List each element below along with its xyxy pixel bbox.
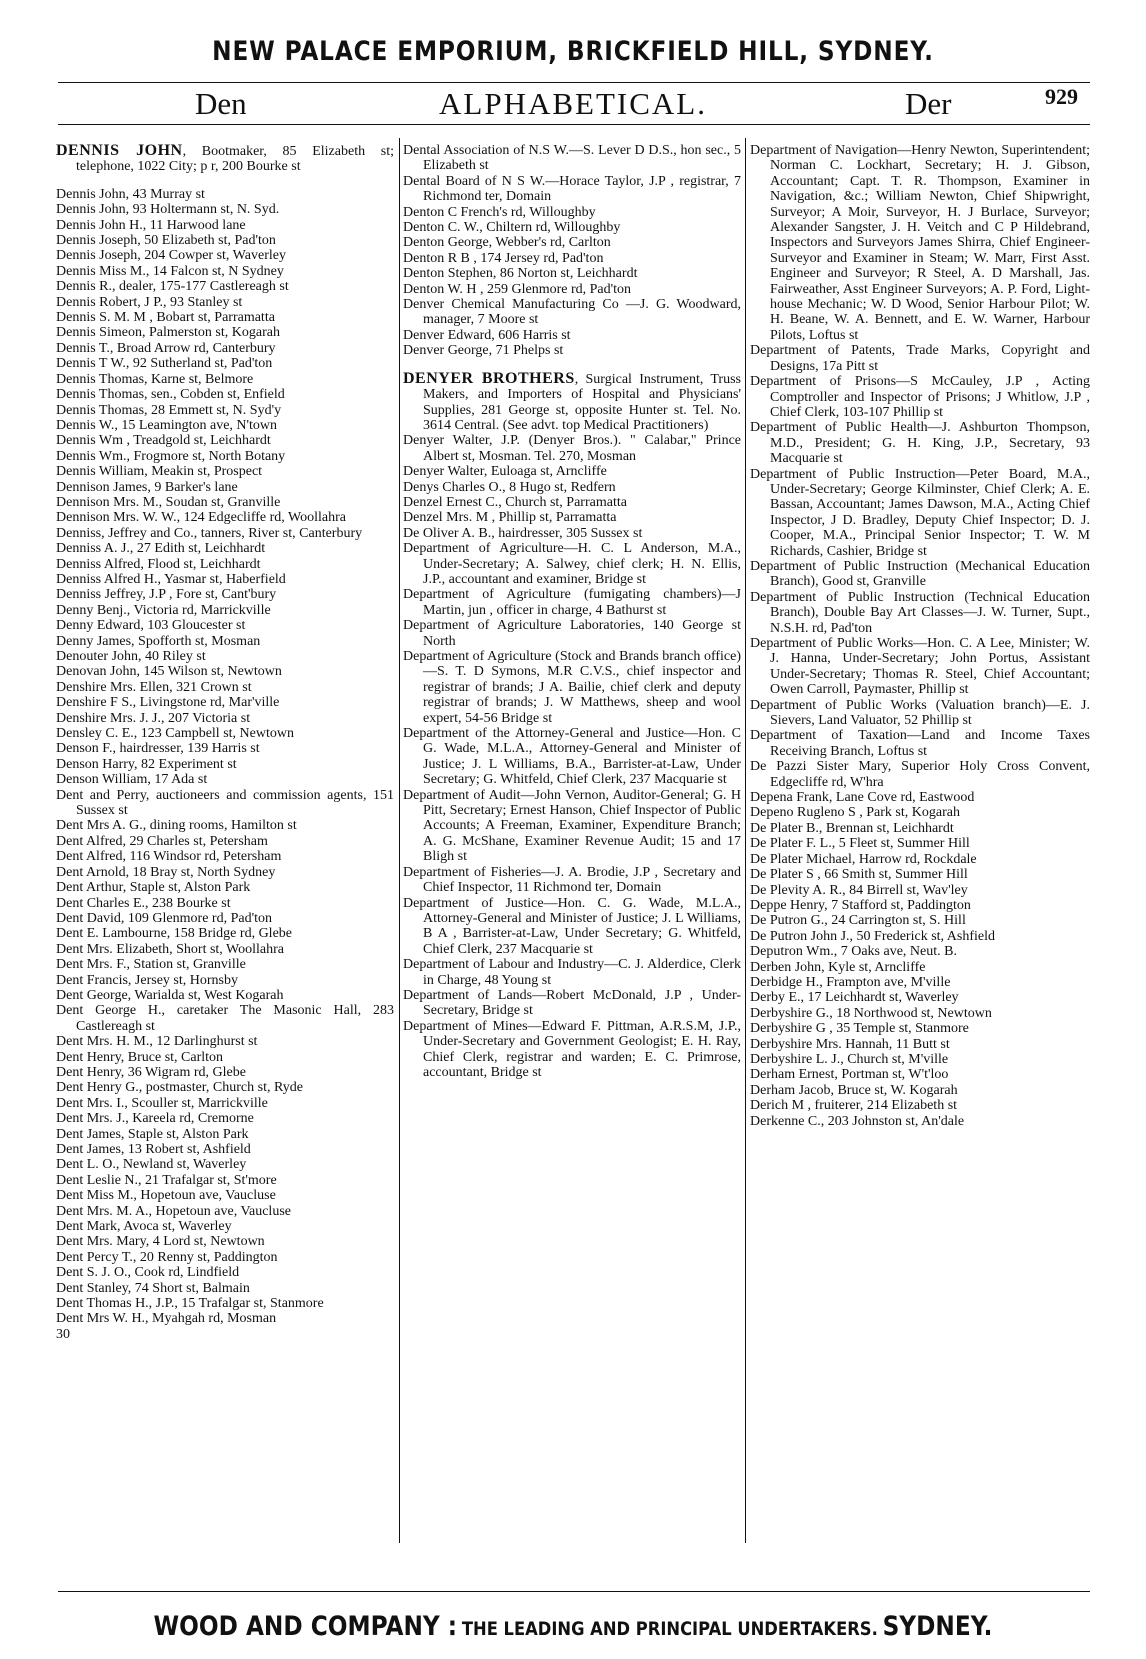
entry-text: Denson Harry, 82 Experiment st [56, 756, 237, 772]
directory-entry [750, 759, 1090, 790]
entry-text: Dent Mrs. Mary, 4 Lord st, Newtown [56, 1234, 265, 1250]
entry-text: Dent S. J. O., Cook rd, Lindfield [56, 1265, 240, 1281]
entry-text: Denniss Alfred, Flood st, Leichhardt [56, 556, 261, 572]
entry-text: Deppe Henry, 7 Stafford st, Paddington [750, 897, 971, 913]
entry-text: Dennison Mrs. W. W., 124 Edgecliffe rd, Woollahra [56, 510, 346, 526]
entry-text: Dennison Mrs. M., Soudan st, Granville [56, 494, 281, 510]
directory-entry [56, 464, 394, 479]
entry-text: Dennison James, 9 Barker's lane [56, 479, 238, 495]
entry-text: Denshire F S., Livingstone rd, Mar'ville [56, 695, 280, 711]
directory-entry [56, 1050, 394, 1065]
directory-entry [403, 251, 741, 266]
entry-text: Denson William, 17 Ada st [56, 772, 208, 788]
directory-entry [56, 403, 394, 418]
entry-text: Dent James, Staple st, Alston Park [56, 1126, 249, 1142]
directory-entry [403, 526, 741, 541]
entry-text: Dennis Robert, J P., 93 Stanley st [56, 294, 243, 310]
entry-text: Dent Henry, 36 Wigram rd, Glebe [56, 1064, 246, 1080]
entry-text: Derbyshire L. J., Church st, M'ville [750, 1051, 949, 1067]
directory-entry [750, 913, 1090, 928]
directory-entry [56, 1080, 394, 1095]
entry-text: Dent Mrs. J., Kareela rd, Cremorne [56, 1111, 254, 1127]
entry-text: Denson F., hairdresser, 139 Harris st [56, 741, 260, 757]
directory-entry [56, 449, 394, 464]
directory-entry [750, 728, 1090, 759]
directory-entry [403, 480, 741, 495]
entry-text: Dennis William, Meakin st, Prospect [56, 464, 263, 480]
directory-entry [56, 143, 394, 175]
entry-text: Department of the Attorney-General and Justice—Hon. C G. Wade, M.L.A., Attorney-General and Minister of Justice; J. L Williams, B.A., Barrister-at-Law, Under Secretary; G. Whitfeld, Chief Clerk, 237 Macquarie st [403, 726, 741, 788]
directory-entry [56, 788, 394, 819]
directory-entry [56, 202, 394, 217]
column-divider [745, 138, 746, 1543]
entry-text: Dental Association of N.S W.—S. Lever D D.S., hon sec., 5 Elizabeth st [403, 143, 741, 174]
directory-entry [750, 883, 1090, 898]
directory-entry [56, 911, 394, 926]
entry-text: Dent George, Warialda st, West Kogarah [56, 987, 284, 1003]
directory-entry [56, 834, 394, 849]
directory-entry [750, 944, 1090, 959]
entry-text: Derham Jacob, Bruce st, W. Kogarah [750, 1082, 958, 1098]
entry-text: , Bootmaker, 85 Elizabeth st; telephone, 1022 City; p r, 200 Bourke st [76, 144, 394, 175]
entry-text: Department of Public Works (Valuation branch)—E. J. Sievers, Land Valuator, 52 Phillip st [750, 697, 1090, 729]
directory-entry [750, 374, 1090, 420]
directory-entry [56, 896, 394, 911]
entry-text: Department of Patents, Trade Marks, Copyright and Designs, 17a Pitt st [750, 343, 1090, 374]
entry-text: Department of Public Instruction—Peter Board, M.A., Under-Secretary; George Kilminster, Chief Clerk; A. E. Bassan, Accountant; James Dawson, M.A., Acting Chief Inspector, J D. Bradley, Deputy Chief Inspector; D. J. Cooper, M.A., Principal Senior Inspector; T. W. M Richards, Cashier, Bridge st [750, 466, 1090, 559]
entry-text: Derich M , fruiterer, 214 Elizabeth st [750, 1098, 958, 1114]
entry-text: Denovan John, 145 Wilson st, Newtown [56, 664, 282, 680]
directory-entry [750, 929, 1090, 944]
directory-entry [56, 880, 394, 895]
directory-entry [56, 557, 394, 572]
directory-entry [750, 1067, 1090, 1082]
entry-text: Dent James, 13 Robert st, Ashfield [56, 1142, 251, 1157]
directory-entry [56, 1234, 394, 1249]
entry-text: Dent Mrs. H. M., 12 Darlinghurst st [56, 1034, 258, 1050]
entry-text: Denyer Walter, Euloaga st, Arncliffe [403, 464, 607, 480]
running-head-title: ALPHABETICAL. [439, 86, 707, 121]
entry-text: Derkenne C., 203 Johnston st, An'dale [750, 1113, 965, 1129]
directory-entry [56, 526, 394, 541]
directory-entry [750, 1114, 1090, 1129]
entry-text: Dennis Thomas, Karne st, Belmore [56, 371, 254, 387]
directory-entry [56, 356, 394, 371]
entry-text: Dennis Joseph, 50 Elizabeth st, Pad'ton [56, 233, 276, 249]
directory-entry [56, 865, 394, 880]
entry-text: Dent L. O., Newland st, Waverley [56, 1157, 247, 1173]
directory-entry [56, 310, 394, 325]
entry-text: Dent Mrs A. G., dining rooms, Hamilton st [56, 818, 297, 834]
directory-entry [403, 1019, 741, 1081]
entry-text: Department of Public Instruction (Mechanical Education Branch), Good st, Granville [750, 558, 1090, 590]
entry-text: Dent Charles E., 238 Bourke st [56, 895, 231, 911]
directory-entry [403, 343, 741, 358]
directory-entry [56, 772, 394, 787]
entry-text: Department of Lands—Robert McDonald, J.P , Under-Secretary, Bridge st [403, 987, 741, 1019]
directory-entry [750, 990, 1090, 1005]
entry-text: Denton Stephen, 86 Norton st, Leichhardt [403, 266, 638, 282]
entry-text: Dent Mark, Avoca st, Waverley [56, 1219, 232, 1235]
directory-entry [403, 328, 741, 343]
entry-text: De Plevity A. R., 84 Birrell st, Wav'ley [750, 882, 968, 898]
entry-text: Dent Leslie N., 21 Trafalgar st, St'more [56, 1172, 277, 1188]
directory-entry [750, 1098, 1090, 1113]
entry-text: Dennis John H., 11 Harwood lane [56, 217, 246, 233]
entry-text: Dent David, 109 Glenmore rd, Pad'ton [56, 910, 272, 926]
directory-entry [56, 1311, 394, 1326]
directory-entry [750, 636, 1090, 698]
entry-text: Derham Ernest, Portman st, W't'loo [750, 1067, 949, 1083]
entry-text: Department of Public Health—J. Ashburton Thompson, M.D., President; G. H. King, J.P., Secretary, 93 Macquarie st [750, 420, 1090, 467]
directory-entry [56, 587, 394, 602]
entry-text: Dennis John, 43 Murray st [56, 186, 205, 202]
footer-company: WOOD AND COMPANY : [153, 1611, 458, 1642]
entry-text: Dent Mrs. F., Station st, Granville [56, 957, 246, 973]
entry-text: Dennis Simeon, Palmerston st, Kogarah [56, 325, 280, 341]
entry-text: Denouter John, 40 Riley st [56, 649, 206, 664]
entry-text: Dennis Thomas, 28 Emmett st, N. Syd'y [56, 402, 282, 418]
entry-text: Department of Justice—Hon. C. G. Wade, M.L.A., Attorney-General and Minister of Justice; J. L Williams, B A , Barrister-at-Law, Under Secretary; G. Whitfeld, Chief Clerk, 237 Macquarie st [403, 895, 741, 957]
directory-entry [403, 896, 741, 958]
directory-entry [403, 510, 741, 525]
directory-entry [56, 680, 394, 695]
directory-entry [403, 788, 741, 865]
entry-text: Denny Edward, 103 Gloucester st [56, 618, 246, 634]
directory-entry [403, 266, 741, 281]
rule-footer [58, 1591, 1090, 1592]
directory-entry [56, 218, 394, 233]
entry-text: Dent Thomas H., J.P., 15 Trafalgar st, Stanmore [56, 1296, 324, 1312]
entry-text: Denniss Alfred H., Yasmar st, Haberfield [56, 571, 286, 587]
entry-text: Derbyshire Mrs. Hannah, 11 Butt st [750, 1036, 950, 1052]
entry-text: Department of Public Instruction (Technical Education Branch), Double Bay Art Classes—J. W. Turner, Supt., N.S.H. rd, Pad'ton [750, 589, 1090, 636]
entry-text: Dent Arthur, Staple st, Alston Park [56, 880, 251, 896]
directory-entry [750, 852, 1090, 867]
directory-entry [750, 1006, 1090, 1021]
directory-entry [403, 282, 741, 297]
entry-text: Denver George, 71 Phelps st [403, 343, 564, 359]
directory-column-1 [56, 143, 394, 1342]
directory-entry [403, 174, 741, 205]
directory-entry [56, 1003, 394, 1034]
entry-text: Department of Fisheries—J. A. Brodie, J.P , Secretary and Chief Inspector, 11 Richmond ter, Domain [403, 864, 741, 896]
directory-entry [750, 867, 1090, 882]
entry-text: Denniss, Jeffrey and Co., tanners, River st, Canterbury [56, 525, 363, 541]
entry-text: Dent Percy T., 20 Renny st, Paddington [56, 1249, 278, 1265]
directory-entry [403, 649, 741, 726]
directory-entry [56, 341, 394, 356]
directory-entry [56, 1157, 394, 1172]
directory-entry [56, 942, 394, 957]
directory-entry [750, 836, 1090, 851]
entry-text: Dental Board of N S W.—Horace Taylor, J.P , registrar, 7 Richmond ter, Domain [403, 173, 741, 205]
directory-entry [750, 1021, 1090, 1036]
directory-entry [750, 343, 1090, 374]
entry-text: Denzel Ernest C., Church st, Parramatta [403, 494, 627, 510]
directory-entry [56, 988, 394, 1003]
directory-entry [56, 926, 394, 941]
entry-text: Dennis T., Broad Arrow rd, Canterbury [56, 340, 276, 356]
advert-banner-top: NEW PALACE EMPORIUM, BRICKFIELD HILL, SYDNEY. [212, 36, 934, 67]
directory-entry [56, 387, 394, 402]
column-divider [399, 138, 400, 1543]
entry-text: Derbidge H., Frampton ave, M'ville [750, 974, 951, 990]
entry-text: De Plater Michael, Harrow rd, Rockdale [750, 851, 977, 867]
entry-text: De Plater B., Brennan st, Leichhardt [750, 820, 954, 836]
directory-column-2 [403, 143, 741, 1080]
directory-entry [750, 698, 1090, 729]
entry-text: Denys Charles O., 8 Hugo st, Redfern [403, 479, 616, 495]
directory-entry [403, 220, 741, 235]
directory-entry [750, 790, 1090, 805]
directory-entry [56, 1127, 394, 1142]
entry-text: De Oliver A. B., hairdresser, 305 Sussex st [403, 525, 643, 541]
directory-entry [56, 711, 394, 726]
directory-entry [56, 433, 394, 448]
directory-entry [56, 1327, 394, 1342]
directory-entry [56, 818, 394, 833]
entry-lead-name: DENNIS JOHN [56, 142, 183, 159]
directory-entry [56, 572, 394, 587]
running-head-left: Den [195, 86, 247, 121]
directory-entry [403, 495, 741, 510]
directory-entry [750, 590, 1090, 636]
entry-text: Denshire Mrs. Ellen, 321 Crown st [56, 679, 252, 695]
directory-entry [56, 1219, 394, 1234]
entry-text: Denny James, Spofforth st, Mosman [56, 633, 261, 649]
entry-text: Department of Navigation—Henry Newton, Superintendent; Norman C. Lockhart, Secretary; H. J. Gibson, Accountant; Capt. T. R. Thompson, Examiner in Navigation, &c.; William Newton, Chief Shipwright, Surveyor; A Moir, Surveyor, H. J Burlace, Surveyor; Alexander Sangster, J. H. Veitch and C P Hildebrand, Inspectors and Surveyors James Shirra, Chief Engineer-Surveyor and Examiner in Steam; W. Marr, First Asst. Engineer and Surveyor; R Steel, A. D Marshall, Jas. Fairweather, Asst Engineer Surveyors; A. P. Ford, Light-house Mechanic; W. D Wood, Senior Harbour Pilot; W. H. Beane, W. A. Bennett, and E. W. Warner, Harbour Pilots, Loftus st [750, 143, 1090, 343]
entry-text: Denshire Mrs. J. J., 207 Victoria st [56, 710, 251, 726]
directory-entry [56, 480, 394, 495]
advert-banner-bottom [80, 1611, 1066, 1642]
footer-tagline: THE LEADING AND PRINCIPAL UNDERTAKERS. [461, 1618, 878, 1640]
entry-text: Denyer Walter, J.P. (Denyer Bros.). " Calabar," Prince Albert st, Mosman. Tel. 270, Mosman [403, 433, 741, 464]
entry-text: Department of Mines—Edward F. Pittman, A.R.S.M, J.P., Under-Secretary and Government Geologist; E. H. Ray, Chief Clerk, registrar and warden; E. C. Primrose, accountant, Bridge st [403, 1018, 741, 1080]
directory-entry [403, 464, 741, 479]
directory-entry [403, 433, 741, 464]
directory-entry [56, 1096, 394, 1111]
entry-text: Denton C French's rd, Willoughby [403, 204, 596, 220]
directory-entry [56, 325, 394, 340]
directory-entry [56, 418, 394, 433]
directory-entry [403, 865, 741, 896]
entry-text: Dent Henry G., postmaster, Church st, Ryde [56, 1080, 303, 1096]
entry-text: Dent George H., caretaker The Masonic Hall, 283 Castlereagh st [56, 1003, 394, 1034]
entry-text: Derby E., 17 Leichhardt st, Waverley [750, 990, 959, 1006]
entry-text: Denny Benj., Victoria rd, Marrickville [56, 602, 271, 618]
directory-entry [56, 1265, 394, 1280]
directory-entry [56, 187, 394, 202]
directory-entry [750, 821, 1090, 836]
running-head-right: Der [905, 86, 952, 121]
directory-entry [56, 973, 394, 988]
entry-text: Dent Francis, Jersey st, Hornsby [56, 972, 238, 988]
entry-text: Dennis Wm., Frogmore st, North Botany [56, 448, 286, 464]
directory-entry [56, 248, 394, 263]
directory-entry [56, 741, 394, 756]
directory-entry [750, 805, 1090, 820]
directory-entry [56, 1188, 394, 1203]
entry-text: Derbyshire G , 35 Temple st, Stanmore [750, 1021, 969, 1037]
entry-text: Department of Taxation—Land and Income Taxes Receiving Branch, Loftus st [750, 728, 1090, 759]
directory-entry [56, 1296, 394, 1311]
entry-text: Dennis John, 93 Holtermann st, N. Syd. [56, 202, 280, 218]
entry-text: 30 [56, 1326, 70, 1342]
directory-entry [56, 957, 394, 972]
entry-text: Dennis Wm , Treadgold st, Leichhardt [56, 433, 271, 449]
directory-entry [56, 1111, 394, 1126]
directory-entry [56, 1173, 394, 1188]
entry-text: Department of Agriculture—H. C. L Anderson, M.A., Under-Secretary; A. Salwey, chief clerk; H. N. Ellis, J.P., accountant and examiner, Bridge st [403, 541, 741, 587]
directory-entry [56, 1250, 394, 1265]
directory-entry [56, 279, 394, 294]
entry-text: Dent E. Lambourne, 158 Bridge rd, Glebe [56, 926, 292, 942]
directory-entry [56, 372, 394, 387]
directory-entry [403, 957, 741, 988]
directory-entry [750, 975, 1090, 990]
entry-text: De Putron John J., 50 Frederick st, Ashfield [750, 928, 995, 944]
directory-entry [403, 988, 741, 1019]
entry-text: Dent and Perry, auctioneers and commission agents, 151 Sussex st [56, 787, 394, 819]
directory-entry [750, 1052, 1090, 1067]
entry-text: Denniss A. J., 27 Edith st, Leichhardt [56, 541, 266, 557]
directory-entry [403, 587, 741, 618]
entry-text: Dent Alfred, 29 Charles st, Petersham [56, 833, 268, 849]
directory-entry [750, 467, 1090, 559]
directory-entry [750, 143, 1090, 343]
directory-entry [403, 726, 741, 788]
directory-column-3 [750, 143, 1090, 1129]
entry-text: Denver Edward, 606 Harris st [403, 327, 571, 343]
entry-text: Department of Public Works—Hon. C. A Lee, Minister; W. J. Hanna, Under-Secretary; John Portus, Assistant Under-Secretary; Thomas R. Steel, Chief Accountant; Owen Carroll, Paymaster, Phillip st [750, 636, 1090, 698]
entry-text: Dennis Miss M., 14 Falcon st, N Sydney [56, 263, 284, 279]
entry-text: Dent Mrs. M. A., Hopetoun ave, Vaucluse [56, 1203, 291, 1219]
directory-entry [56, 634, 394, 649]
directory-entry [56, 264, 394, 279]
entry-text: Dennis Joseph, 204 Cowper st, Waverley [56, 248, 286, 264]
directory-entry [56, 1065, 394, 1080]
entry-text: Denniss Jeffrey, J.P , Fore st, Cant'bury [56, 587, 277, 603]
directory-entry [56, 295, 394, 310]
footer-city: SYDNEY. [882, 1611, 993, 1642]
directory-entry [56, 664, 394, 679]
directory-entry [56, 233, 394, 248]
entry-text: Denver Chemical Manufacturing Co —J. G. Woodward, manager, 7 Moore st [403, 297, 741, 328]
directory-entry [56, 649, 394, 664]
entry-text: Denton R B , 174 Jersey rd, Pad'ton [403, 250, 604, 266]
entry-text: Derben John, Kyle st, Arncliffe [750, 959, 926, 975]
directory-entry [56, 603, 394, 618]
directory-entry [403, 143, 741, 174]
entry-text: Department of Agriculture (fumigating chambers)—J Martin, jun , officer in charge, 4 Bathurst st [403, 587, 741, 618]
entry-text: Department of Agriculture Laboratories, 140 George st North [403, 618, 741, 649]
directory-entry [750, 1037, 1090, 1052]
entry-text: Department of Prisons—S McCauley, J.P , Acting Comptroller and Inspector of Prisons; J Whitlow, J.P , Chief Clerk, 103-107 Phillip st [750, 374, 1090, 420]
entry-text: Dennis W., 15 Leamington ave, N'town [56, 417, 278, 433]
directory-entry [403, 205, 741, 220]
directory-entry [56, 849, 394, 864]
directory-entry [56, 1142, 394, 1157]
entry-text: Dent Arnold, 18 Bray st, North Sydney [56, 864, 276, 880]
entry-text: De Putron G., 24 Carrington st, S. Hill [750, 913, 966, 929]
entry-text: Dennis Thomas, sen., Cobden st, Enfield [56, 387, 285, 403]
rule-top [58, 82, 1090, 83]
directory-entry [750, 898, 1090, 913]
entry-text: Dent Miss M., Hopetoun ave, Vaucluse [56, 1188, 276, 1204]
entry-text: Depena Frank, Lane Cove rd, Eastwood [750, 790, 975, 806]
entry-text: De Plater S , 66 Smith st, Summer Hill [750, 867, 968, 883]
entry-text: Denton W. H , 259 Glenmore rd, Pad'ton [403, 281, 632, 297]
directory-entry [750, 420, 1090, 466]
directory-entry [750, 1083, 1090, 1098]
entry-text: Dent Stanley, 74 Short st, Balmain [56, 1280, 250, 1296]
entry-text: Deputron Wm., 7 Oaks ave, Neut. B. [750, 944, 957, 960]
rule-under-header [58, 124, 1090, 125]
entry-text: Dent Henry, Bruce st, Carlton [56, 1049, 224, 1065]
directory-entry [750, 960, 1090, 975]
entry-text: Dennis R., dealer, 175-177 Castlereagh st [56, 279, 289, 295]
directory-entry [56, 1034, 394, 1049]
entry-text: Department of Audit—John Vernon, Auditor-General; G. H Pitt, Secretary; Ernest Hanson, Chief Inspector of Public Accounts; A Freeman, Examiner, Expenditure Branch; A. G. McShane, Examiner Revenue Audit; 15 and 17 Bligh st [403, 787, 741, 865]
directory-entry [56, 495, 394, 510]
directory-entry [56, 726, 394, 741]
entry-text: Dent Alfred, 116 Windsor rd, Petersham [56, 849, 282, 865]
directory-entry [403, 541, 741, 587]
directory-entry [56, 1204, 394, 1219]
entry-text: Denton George, Webber's rd, Carlton [403, 235, 611, 251]
directory-entry [403, 235, 741, 250]
directory-entry [56, 618, 394, 633]
entry-text: Derbyshire G., 18 Northwood st, Newtown [750, 1005, 992, 1021]
page-number: 929 [1045, 84, 1078, 109]
entry-text: Dent Mrs. I., Scouller st, Marrickville [56, 1095, 268, 1111]
entry-text: De Pazzi Sister Mary, Superior Holy Cross Convent, Edgecliffe rd, W'hra [750, 759, 1090, 790]
directory-entry [56, 695, 394, 710]
directory-entry [750, 559, 1090, 590]
entry-text: Densley C. E., 123 Campbell st, Newtown [56, 726, 294, 742]
entry-text: , Surgical Instrument, Truss Makers, and Importers of Hospital and Physicians' Supplies, 281 George st, opposite Hunter st. Tel. No. 3614 Central. (See advt. top Medical Practitioners) [423, 371, 741, 433]
entry-text: Dennis T W., 92 Sutherland st, Pad'ton [56, 356, 273, 372]
entry-text: Dent Mrs. Elizabeth, Short st, Woollahra [56, 941, 285, 957]
entry-text: Department of Agriculture (Stock and Brands branch office)—S. T. D Symons, M.R C.V.S., chief inspector and registrar of brands; J A. Bailie, chief clerk and deputy registrar of brands; J. W Matthews, sheep and wool expert, 54-56 Bridge st [403, 649, 741, 726]
entry-text: Department of Labour and Industry—C. J. Alderdice, Clerk in Charge, 48 Young st [403, 957, 741, 988]
directory-entry [56, 1281, 394, 1296]
directory-entry [56, 510, 394, 525]
entry-text: Denzel Mrs. M , Phillip st, Parramatta [403, 510, 617, 526]
entry-text: Dennis S. M. M , Bobart st, Parramatta [56, 310, 275, 326]
entry-text: Depeno Rugleno S , Park st, Kogarah [750, 805, 960, 821]
directory-entry [403, 371, 741, 434]
directory-entry [403, 618, 741, 649]
directory-entry [56, 757, 394, 772]
entry-lead-name: DENYER BROTHERS [403, 369, 575, 387]
directory-entry [56, 541, 394, 556]
entry-text: Dent Mrs W. H., Myahgah rd, Mosman [56, 1311, 277, 1327]
entry-text: De Plater F. L., 5 Fleet st, Summer Hill [750, 836, 970, 852]
directory-entry [403, 297, 741, 328]
entry-text: Denton C. W., Chiltern rd, Willoughby [403, 220, 621, 236]
